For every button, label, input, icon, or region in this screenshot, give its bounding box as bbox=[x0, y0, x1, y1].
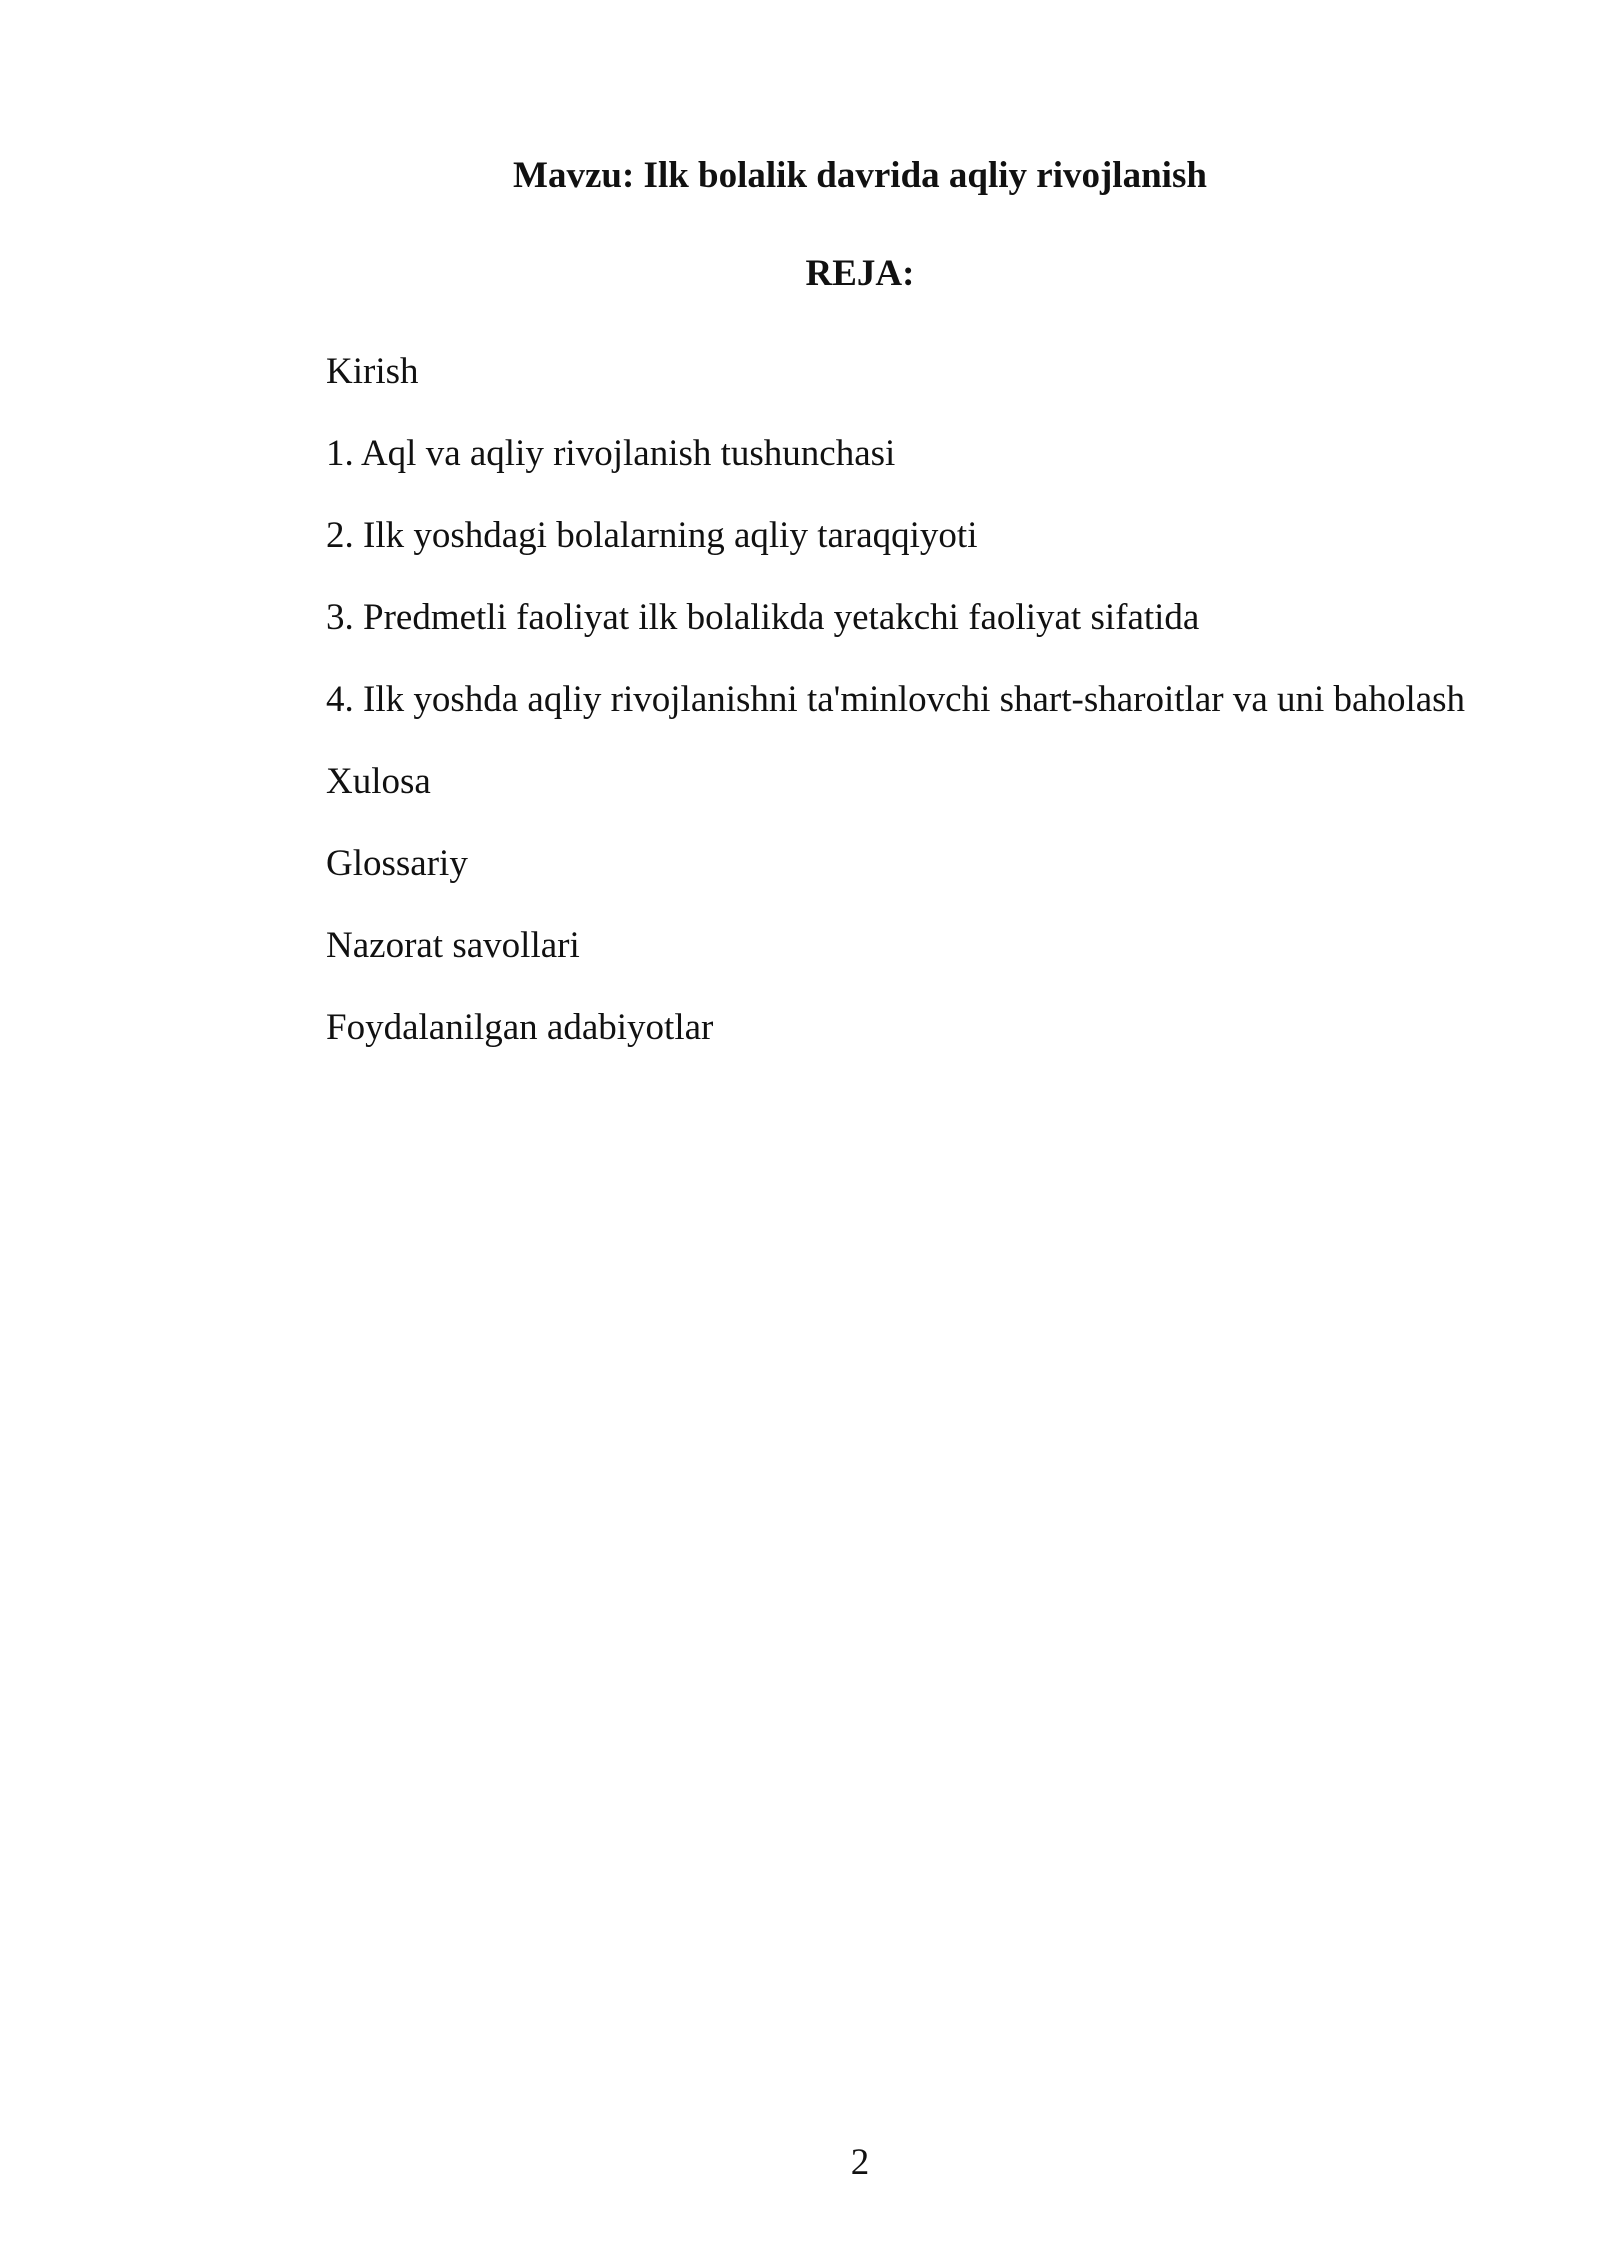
plan-item-3: 3. Predmetli faoliyat ilk bolalikda yetakchi faoliyat sifatida bbox=[326, 597, 1200, 638]
plan-item-references: Foydalanilgan adabiyotlar bbox=[326, 1007, 714, 1048]
plan-item-2: 2. Ilk yoshdagi bolalarning aqliy taraqqiyoti bbox=[326, 515, 978, 556]
plan-list bbox=[326, 346, 1465, 1084]
page-title: Mavzu: Ilk bolalik davrida aqliy rivojlanish bbox=[513, 155, 1207, 196]
plan-item-introduction: Kirish bbox=[326, 351, 419, 392]
plan-item-4: 4. Ilk yoshda aqliy rivojlanishni ta'minlovchi shart-sharoitlar va uni baholash bbox=[326, 679, 1466, 720]
plan-item-control-questions: Nazorat savollari bbox=[326, 925, 580, 966]
plan-item-glossary: Glossariy bbox=[326, 843, 468, 884]
page-number: 2 bbox=[850, 2142, 870, 2183]
plan-heading: REJA: bbox=[805, 253, 915, 294]
plan-item-conclusion: Xulosa bbox=[326, 761, 431, 802]
plan-item-1: 1. Aql va aqliy rivojlanish tushunchasi bbox=[326, 433, 896, 474]
